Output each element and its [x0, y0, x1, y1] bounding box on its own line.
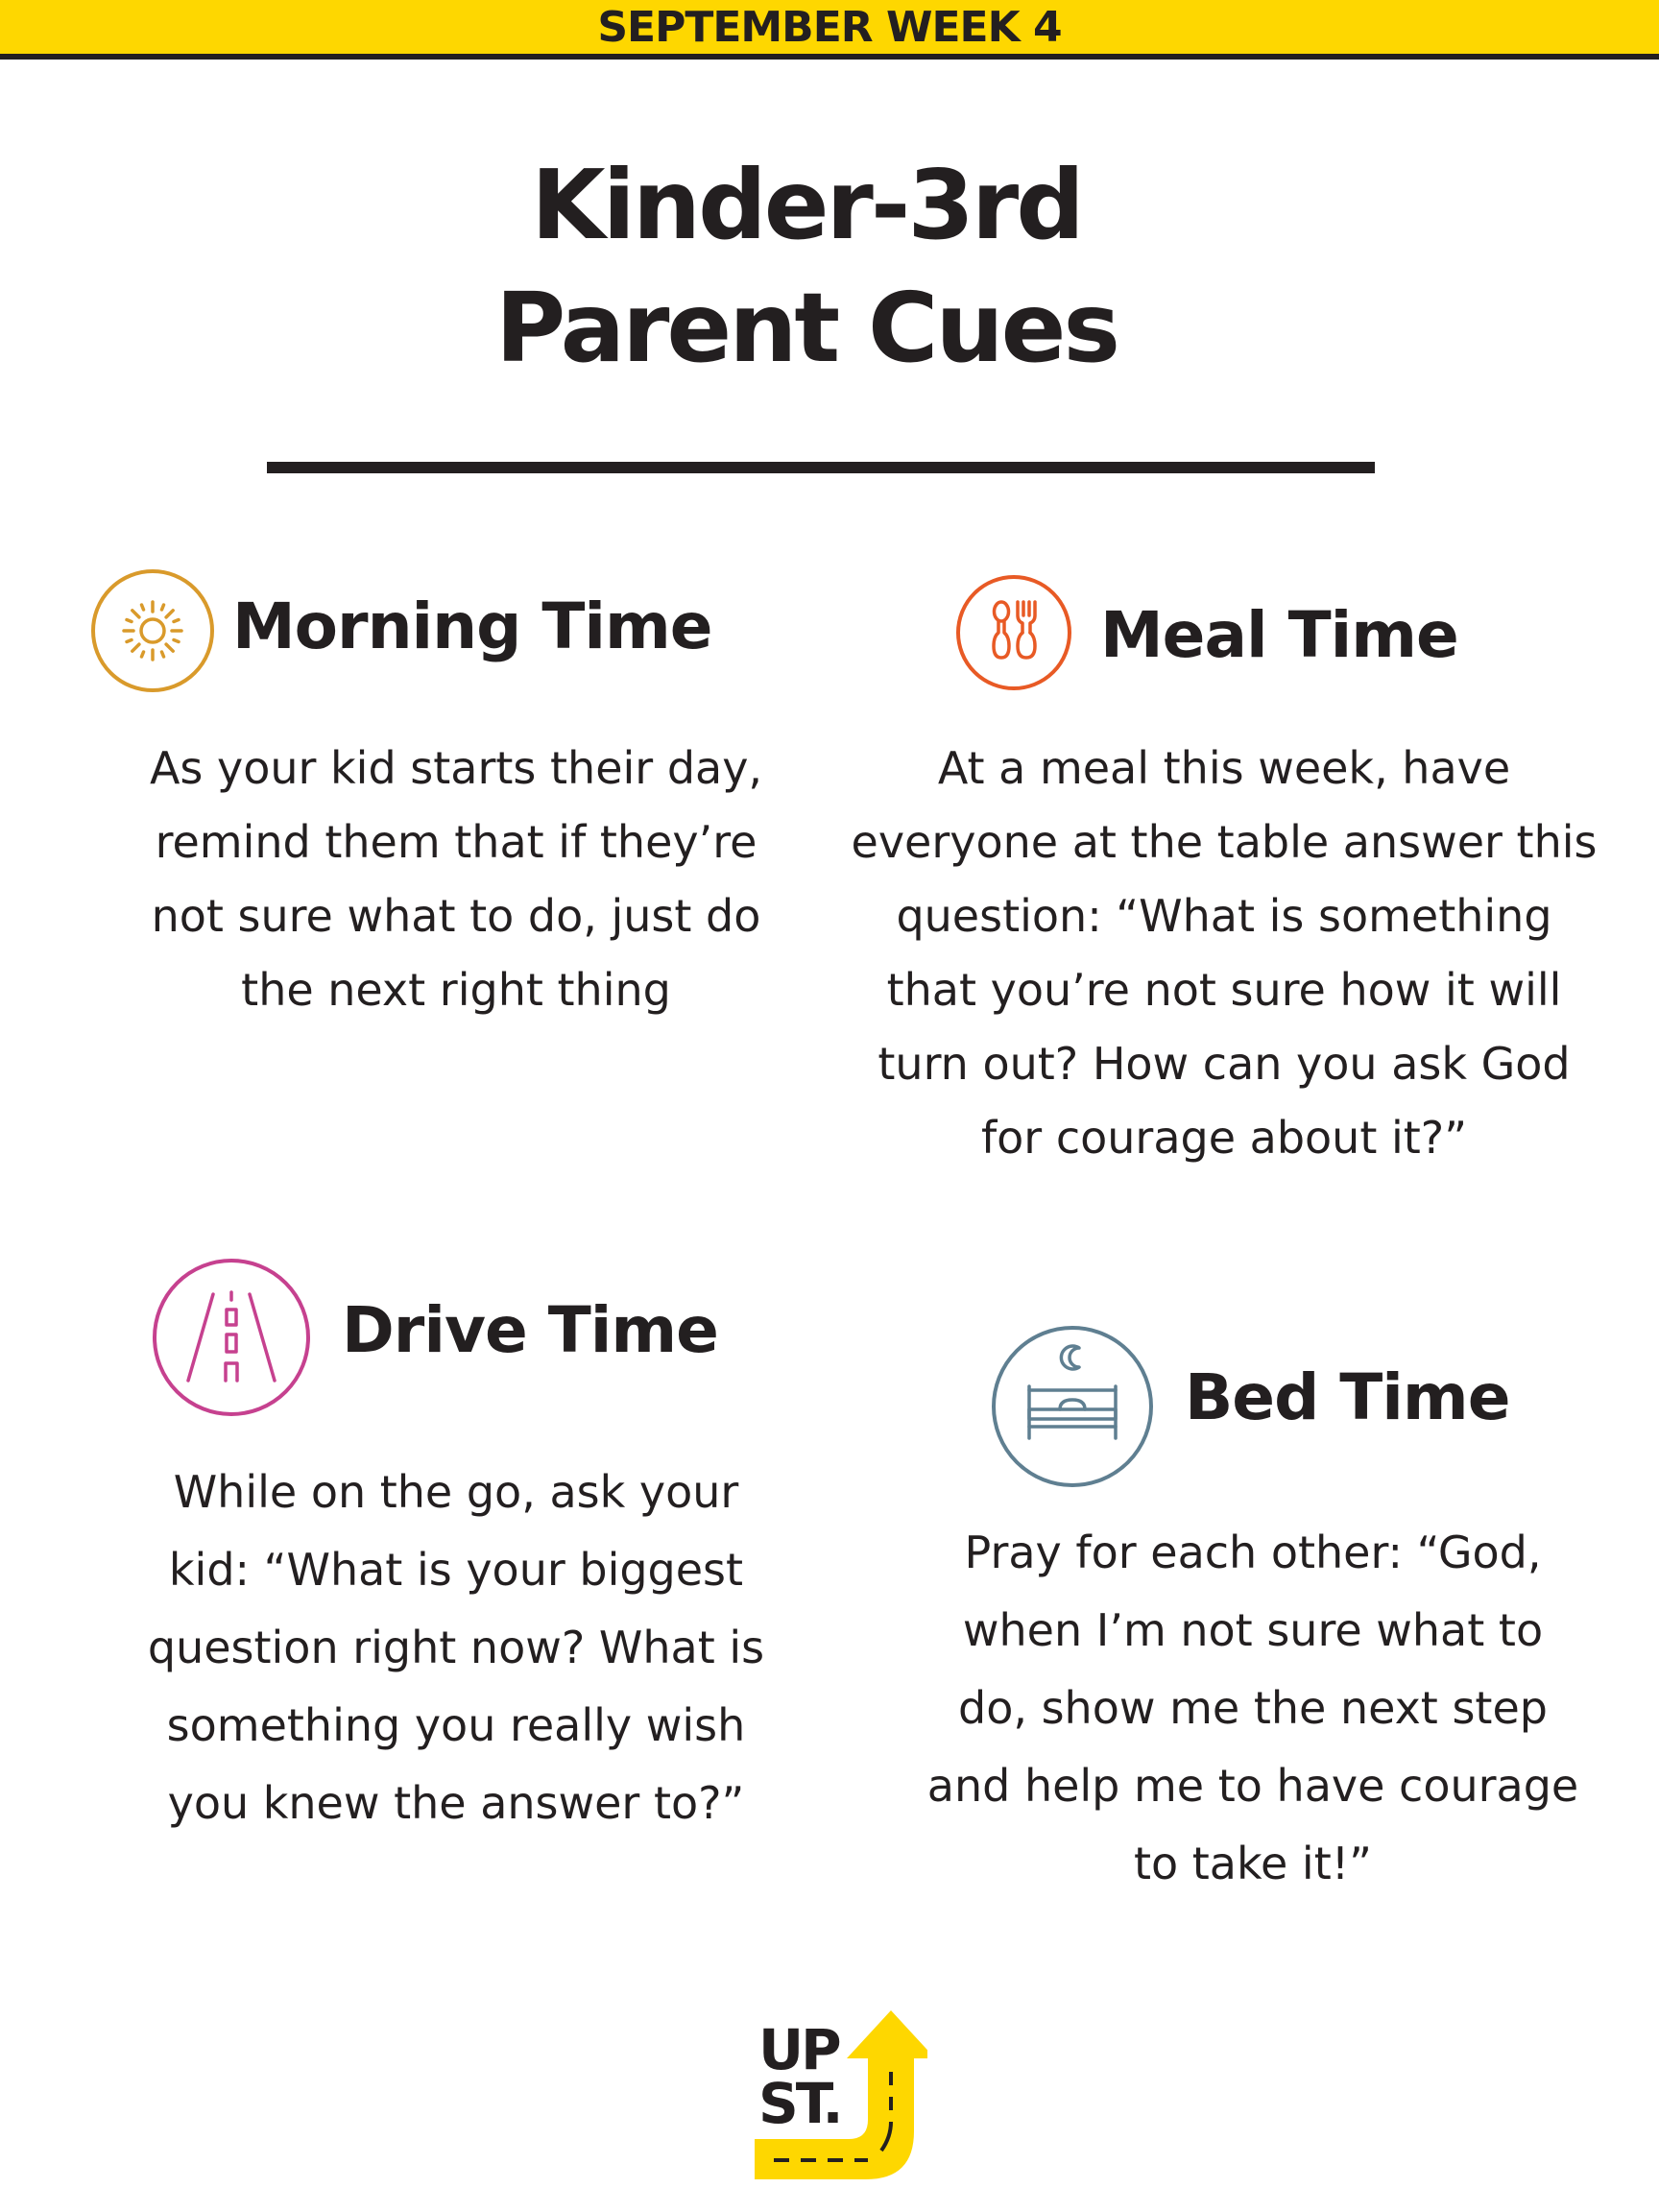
- sun-icon: [88, 566, 217, 695]
- bed-time-heading: Bed Time: [1185, 1360, 1510, 1434]
- drive-text-line: While on the go, ask your: [173, 1466, 739, 1518]
- bed-text-line: Pray for each other: “God,: [964, 1527, 1542, 1578]
- meal-time-heading: Meal Time: [1100, 598, 1458, 672]
- bed-moon-icon: [989, 1323, 1156, 1490]
- meal-text-line: that you’re not sure how it will: [886, 964, 1562, 1016]
- drive-time-heading: Drive Time: [342, 1293, 718, 1367]
- meal-text-line: everyone at the table answer this: [851, 816, 1598, 868]
- drive-text-line: you knew the answer to?”: [167, 1777, 745, 1829]
- page-title: [0, 144, 1613, 390]
- top-banner: [0, 0, 1659, 60]
- meal-text-line: At a meal this week, have: [937, 742, 1511, 794]
- drive-text-line: kid: “What is your biggest: [168, 1544, 744, 1596]
- road-icon: [150, 1256, 313, 1419]
- morning-text-line: remind them that if they’re: [155, 816, 757, 868]
- logo-text-st: ST.: [758, 2071, 841, 2136]
- morning-text-line: not sure what to do, just do: [151, 890, 761, 942]
- meal-text-line: turn out? How can you ask God: [878, 1038, 1571, 1090]
- bed-text-line: do, show me the next step: [958, 1682, 1548, 1734]
- logo-text-up: UP: [758, 2017, 839, 2082]
- morning-text-line: the next right thing: [241, 964, 671, 1016]
- upstreet-logo: [755, 2010, 927, 2179]
- bed-text-line: to take it!”: [1133, 1838, 1373, 1889]
- bed-text-line: when I’m not sure what to: [962, 1604, 1544, 1656]
- bed-time-text: [845, 1514, 1659, 1903]
- meal-text-line: question: “What is something: [896, 890, 1552, 942]
- morning-time-heading: Morning Time: [232, 589, 712, 663]
- utensils-icon: [954, 573, 1073, 692]
- meal-text-line: for courage about it?”: [980, 1112, 1468, 1164]
- drive-text-line: question right now? What is: [147, 1622, 765, 1673]
- drive-text-line: something you really wish: [166, 1699, 746, 1751]
- bed-text-line: and help me to have courage: [926, 1760, 1579, 1812]
- page-title-line-1: Kinder-3rd: [531, 149, 1082, 261]
- banner-text: SEPTEMBER WEEK 4: [597, 3, 1062, 52]
- meal-time-text: [816, 732, 1632, 1175]
- drive-time-text: [77, 1454, 835, 1842]
- morning-time-text: [96, 732, 816, 1027]
- title-divider: [267, 462, 1375, 473]
- morning-text-line: As your kid starts their day,: [149, 742, 763, 794]
- page-title-line-2: Parent Cues: [495, 272, 1118, 384]
